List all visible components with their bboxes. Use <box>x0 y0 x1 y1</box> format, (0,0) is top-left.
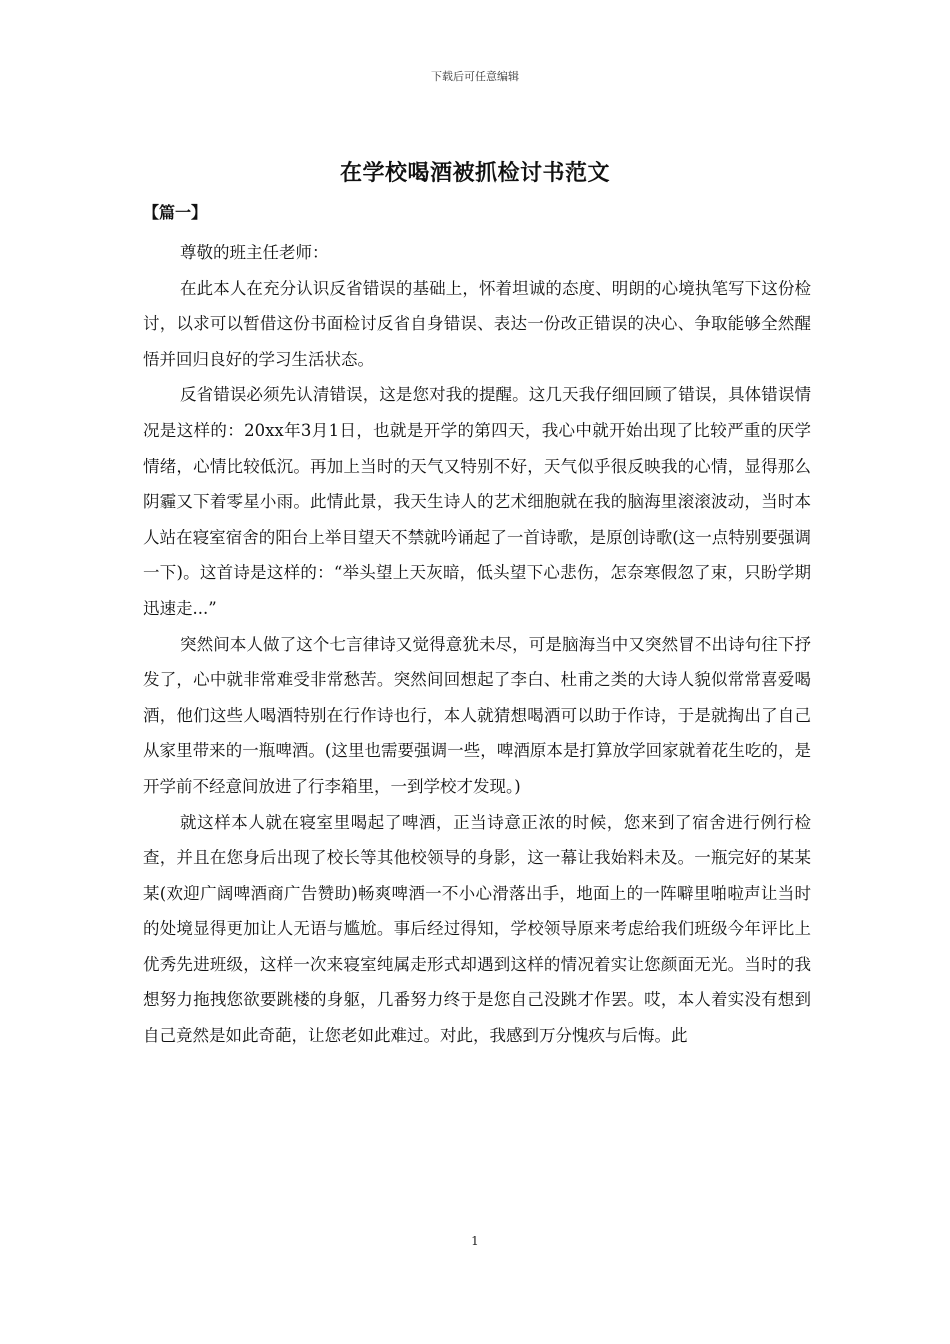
document-title: 在学校喝酒被抓检讨书范文 <box>339 160 610 186</box>
salutation: 尊敬的班主任老师： <box>180 243 329 262</box>
paragraph-3: 突然间本人做了这个七言律诗又觉得意犹未尽，可是脑海当中又突然冒不出诗句往下抒发了，心中就非常难受非常愁苦。突然间回想起了李白、杜甫之类的大诗人貌似常常喜爱喝酒，他们这些人喝酒特别在行作诗也行，本人就猜想喝酒可以助于作诗，于是就掏出了自己从家里带来的一瓶啤酒。(这里也需要强调一些，啤酒原本是打算放学回家就着花生吃的，是开学前不经意间放进了行李箱里，一到学校才发现。) <box>143 634 811 796</box>
paragraph-2: 反省错误必须先认清错误，这是您对我的提醒。这几天我仔细回顾了错误，具体错误情况是这样的：20xx年3月1日，也就是开学的第四天，我心中就开始出现了比较严重的厌学情绪，心情比较低沉。再加上当时的天气又特别不好，天气似乎很反映我的心情，显得那么阴霾又下着零星小雨。此情此景，我天生诗人的艺术细胞就在我的脑海里滚滚波动，当时本人站在寝室宿舍的阳台上举目望天不禁就吟诵起了一首诗歌，是原创诗歌(这一点特别要强调一下)。这首诗是这样的：“举头望上天灰暗，低头望下心悲伤，怎奈寒假忽了束，只盼学期迅速走...” <box>143 385 811 618</box>
paragraph-1: 在此本人在充分认识反省错误的基础上，怀着坦诚的态度、明朗的心境执笔写下这份检讨，以求可以暂借这份书面检讨反省自身错误、表达一份改正错误的决心、争取能够全然醒悟并回归良好的学习生活状态。 <box>143 278 811 369</box>
page-number: 1 <box>471 1234 479 1248</box>
section-label: 【篇一】 <box>143 203 208 222</box>
document-body <box>143 235 811 1054</box>
paragraph-4: 就这样本人就在寝室里喝起了啤酒，正当诗意正浓的时候，您来到了宿舍进行例行检查，并且在您身后出现了校长等其他校领导的身影，这一幕让我始料未及。一瓶完好的某某某(欢迎广阔啤酒商广告赞助)畅爽啤酒一不小心滑落出手，地面上的一阵噼里啪啦声让当时的处境显得更加让人无语与尴尬。事后经过得知，学校领导原来考虑给我们班级今年评比上优秀先进班级，这样一次来寝室纯属走形式却遇到这样的情况着实让您颜面无光。当时的我想努力拖拽您欲要跳楼的身躯，几番努力终于是您自己没跳才作罢。哎，本人着实没有想到自己竟然是如此奇葩，让您老如此难过。对此，我感到万分愧疚与后悔。此 <box>143 812 811 1046</box>
page-header-note: 下载后可任意编辑 <box>431 70 519 83</box>
